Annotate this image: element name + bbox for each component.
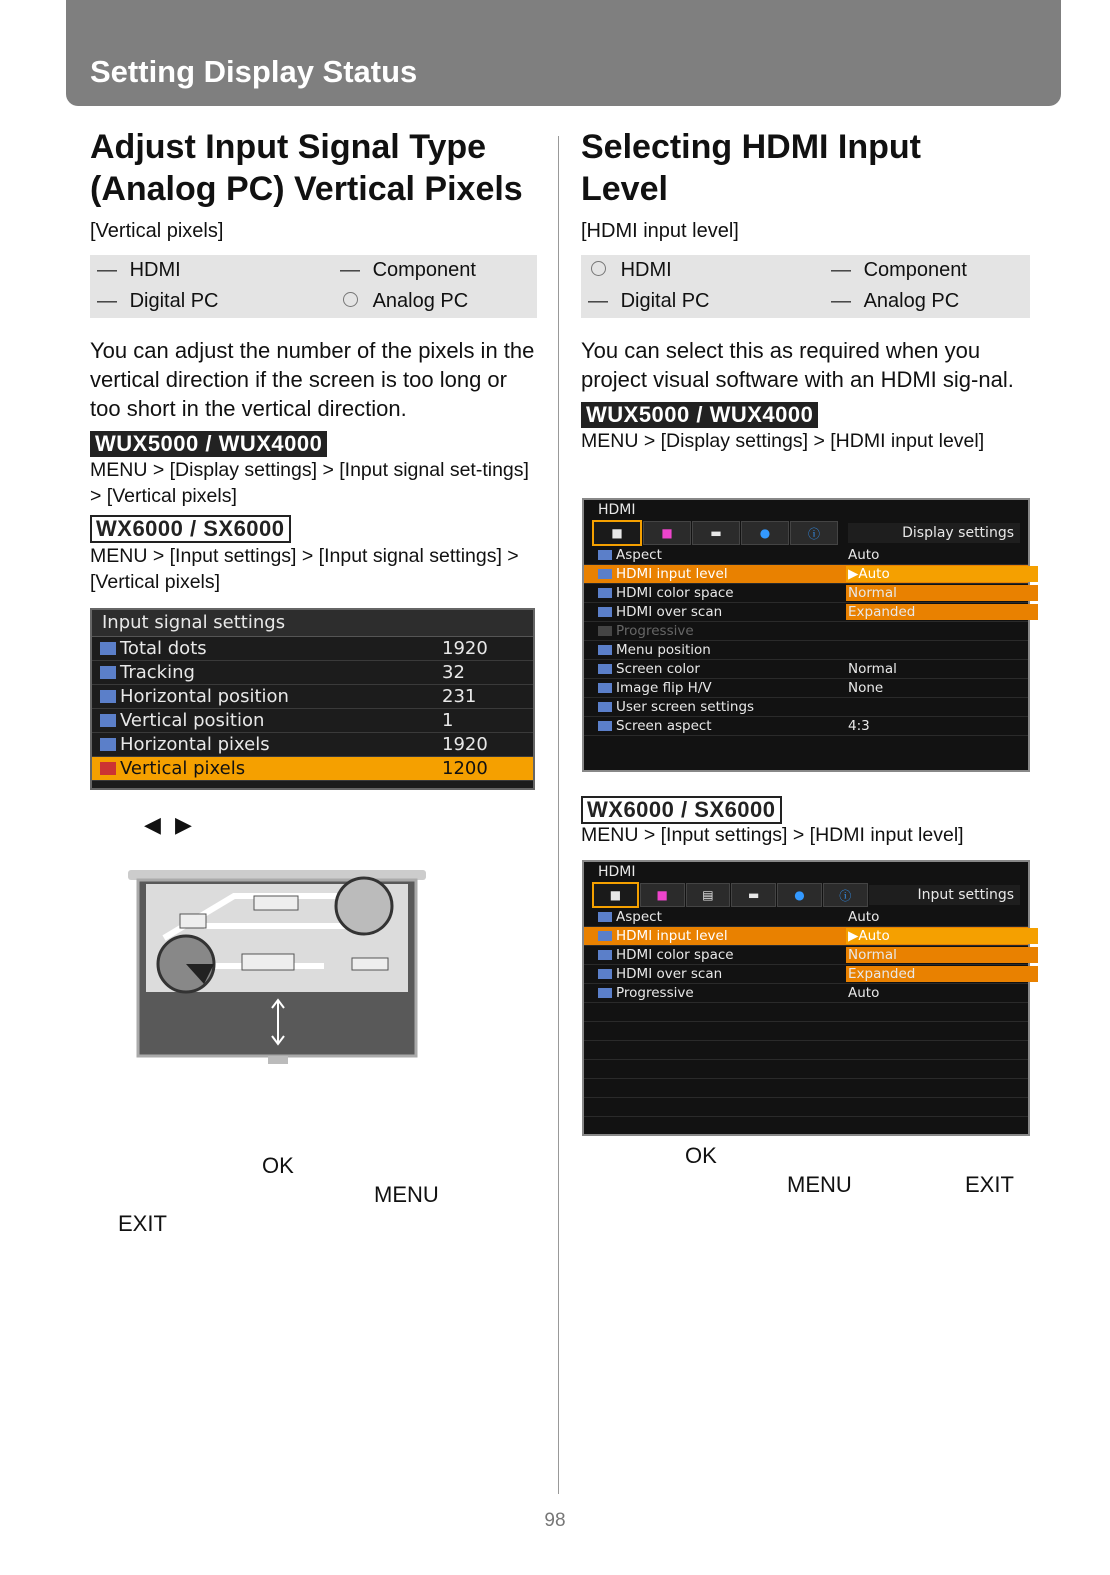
signal-hdmi: — HDMI — [97, 259, 181, 281]
right-column — [581, 126, 1030, 454]
osd-row-hdmi-over-scan: HDMI over scan Expanded — [584, 965, 1028, 984]
menu-title: Input signal settings — [92, 610, 533, 637]
page-number: 98 — [544, 1510, 566, 1531]
tab-install-icon: ▬ — [692, 521, 740, 545]
tab-input-icon: ▤ — [686, 883, 731, 907]
osd-row-screen-aspect: Screen aspect 4:3 — [584, 717, 1028, 736]
osd-row-user-screen-settings: User screen settings — [584, 698, 1028, 717]
model-badge-wux: WUX5000 / WUX4000 — [581, 402, 818, 428]
tab-info-icon: ⓘ — [823, 883, 868, 907]
osd-title: HDMI — [598, 502, 636, 518]
osd-row-menu-position: Menu position — [584, 641, 1028, 660]
signal-analog-pc: Analog PC — [333, 286, 468, 317]
left-menu-path-b: MENU > [Input settings] > [Input signal settings] > [Vertical pixels] — [90, 545, 519, 593]
ok-button-label: OK — [262, 1153, 294, 1178]
menu-button-label: MENU — [374, 1182, 439, 1207]
right-menu-path-a: MENU > [Display settings] > [HDMI input level] — [581, 430, 985, 452]
tab-globe-icon: ● — [741, 521, 789, 545]
model-badge-wx: WX6000 / SX6000 — [581, 796, 782, 824]
menu-row-horizontal-pixels: Horizontal pixels 1920 — [92, 733, 533, 757]
osd-row-empty — [584, 1003, 1028, 1022]
osd-row-hdmi-color-space: HDMI color space Normal — [584, 584, 1028, 603]
osd-row-empty — [584, 1022, 1028, 1041]
right-tag: [HDMI input level] — [581, 220, 739, 242]
osd-row-hdmi-input-level: HDMI input level ▶Auto — [584, 565, 1028, 584]
signal-component: — Component — [340, 259, 476, 281]
applicable-circle-icon — [343, 292, 358, 307]
right-menu-path-b: MENU > [Input settings] > [HDMI input level] — [581, 824, 964, 846]
ok-button-label: OK — [685, 1143, 717, 1168]
right-signal-table — [581, 255, 1030, 318]
tab-screen-icon: ■ — [592, 882, 639, 908]
osd-row-progressive: Progressive — [584, 622, 1028, 641]
right-heading: Selecting HDMI Input Level — [581, 128, 921, 208]
model-badge-wx: WX6000 / SX6000 — [90, 515, 291, 543]
section-title: Setting Display Status — [90, 54, 418, 89]
menu-row-horizontal-position: Horizontal position 231 — [92, 685, 533, 709]
osd-row-image-flip: Image flip H/V None — [584, 679, 1028, 698]
exit-button-label: EXIT — [118, 1211, 167, 1236]
osd-row-hdmi-color-space: HDMI color space Normal — [584, 946, 1028, 965]
osd-row-hdmi-input-level: HDMI input level ▶Auto — [584, 927, 1028, 946]
signal-analog-pc: — Analog PC — [831, 290, 960, 312]
hdmi-menu-display-settings — [582, 498, 1030, 772]
column-divider — [558, 136, 559, 1494]
tab-color-icon: ■ — [643, 521, 691, 545]
osd-row-aspect: Aspect Auto — [584, 908, 1028, 927]
osd-tabs — [584, 882, 1028, 908]
osd-row-hdmi-over-scan: HDMI over scan Expanded — [584, 603, 1028, 622]
signal-digital-pc: — Digital PC — [97, 290, 219, 312]
projection-screen-illustration — [124, 866, 430, 1070]
signal-digital-pc: — Digital PC — [588, 290, 710, 312]
exit-button-label: EXIT — [965, 1172, 1014, 1197]
osd-title: HDMI — [598, 864, 636, 880]
osd-row-progressive: Progressive Auto — [584, 984, 1028, 1003]
osd-tab-name: Input settings — [869, 885, 1020, 905]
signal-hdmi: HDMI — [581, 255, 672, 286]
section-header — [66, 0, 1061, 106]
tab-screen-icon: ■ — [592, 520, 642, 546]
applicable-circle-icon — [591, 261, 606, 276]
menu-row-total-dots: Total dots 1920 — [92, 637, 533, 661]
tab-info-icon: ⓘ — [790, 521, 838, 545]
menu-row-tracking: Tracking 32 — [92, 661, 533, 685]
osd-row-empty — [584, 1041, 1028, 1060]
menu-row-vertical-position: Vertical position 1 — [92, 709, 533, 733]
osd-row-aspect: Aspect Auto — [584, 546, 1028, 565]
osd-tab-name: Display settings — [848, 523, 1020, 543]
osd-tabs — [584, 520, 1028, 546]
right-description: You can select this as required when you project visual software with an HDMI sig-nal. — [581, 338, 1014, 392]
osd-row-empty — [584, 1079, 1028, 1098]
menu-button-label: MENU — [787, 1172, 852, 1197]
tab-color-icon: ■ — [640, 883, 685, 907]
left-heading: Adjust Input Signal Type (Analog PC) Vertical Pixels — [90, 128, 523, 208]
osd-row-empty — [584, 1098, 1028, 1117]
left-right-arrow-icons: ◀ ▶ — [144, 812, 196, 837]
tab-globe-icon: ● — [777, 883, 822, 907]
model-badge-wux: WUX5000 / WUX4000 — [90, 431, 327, 457]
left-tag: [Vertical pixels] — [90, 220, 224, 242]
right-model-b — [581, 796, 782, 824]
left-description: You can adjust the number of the pixels in the vertical direction if the screen is too long or too short in the vertical direction. — [90, 338, 535, 421]
hdmi-menu-input-settings — [582, 860, 1030, 1136]
input-signal-settings-menu — [90, 608, 535, 790]
left-column — [90, 126, 537, 595]
signal-component: — Component — [831, 259, 967, 281]
tab-install-icon: ▬ — [731, 883, 776, 907]
left-signal-table — [90, 255, 537, 318]
osd-row-screen-color: Screen color Normal — [584, 660, 1028, 679]
osd-row-empty — [584, 1060, 1028, 1079]
menu-row-vertical-pixels: Vertical pixels 1200 — [92, 757, 533, 781]
left-menu-path-a: MENU > [Display settings] > [Input signal set-tings] > [Vertical pixels] — [90, 459, 529, 507]
